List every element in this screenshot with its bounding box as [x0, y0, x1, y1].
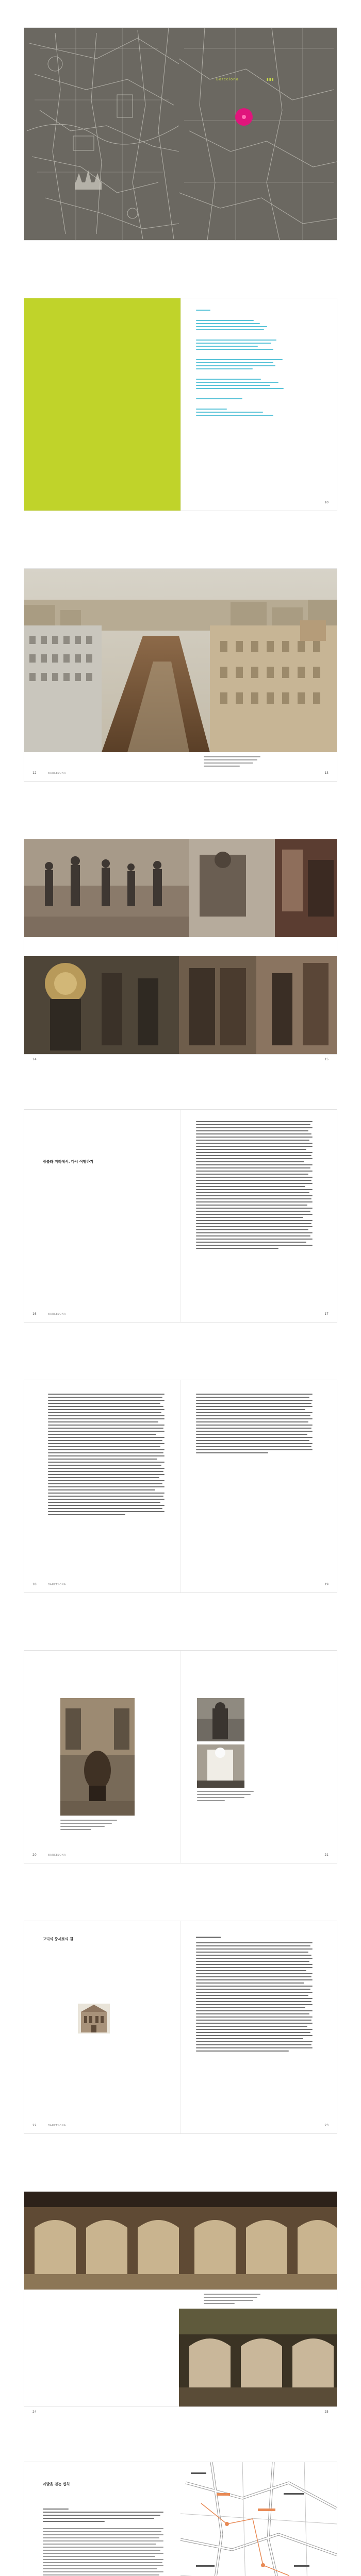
city-aerial-photo [24, 569, 337, 752]
cover-title: Barcelona [216, 77, 239, 81]
page-number-left: 18 [32, 1583, 37, 1586]
photo-right-page [180, 1651, 337, 1863]
running-head: BARCELONA [48, 2124, 66, 2127]
ramblas-text-spread [24, 1110, 337, 1322]
photo-left-page [24, 1651, 180, 1863]
page-number-left: 14 [32, 1058, 37, 1061]
raval-street-map [180, 2462, 337, 2576]
body-text-right-page [180, 1110, 337, 1322]
running-head: BARCELONA [48, 772, 66, 775]
body-text-spread [24, 1380, 337, 1592]
street-performers-spread [24, 839, 337, 1061]
gothic-chapter-spread [24, 1921, 337, 2133]
chapter-title: 라발을 걷는 법칙 [43, 2482, 70, 2486]
cover-spread [24, 28, 337, 240]
street-corner-photo [60, 1698, 135, 1816]
small-photos-spread [24, 1651, 337, 1863]
toc-list [196, 310, 299, 418]
page-number-right: 21 [324, 1853, 329, 1857]
cover-background [24, 28, 337, 240]
body-text-column [196, 1121, 313, 1251]
performer-photo-collage [24, 839, 337, 1054]
ramblas-aerial-photo [24, 569, 337, 752]
photo-caption-right [197, 1791, 259, 1803]
statue-photo [197, 1698, 244, 1741]
page-number-left: 12 [32, 771, 37, 775]
running-head: BARCELONA [48, 1583, 66, 1586]
chapter-title: 고딕의 중세로의 길 [43, 1937, 73, 1941]
cathedral-facade-photo [78, 2004, 110, 2033]
page-number-left: 24 [32, 2410, 37, 2414]
body-text-right-page [180, 1380, 337, 1592]
raval-map-spread [24, 2462, 337, 2576]
toc-left-page [24, 298, 180, 511]
body-text-right-page [180, 1921, 337, 2133]
page-number-right: 15 [324, 1058, 329, 1061]
page-number: 10 [324, 501, 329, 504]
toc-right-page [180, 298, 337, 511]
arcade-photo-collage [24, 2192, 337, 2406]
cover-pink-dot [235, 108, 253, 126]
page-number-right: 17 [324, 1312, 329, 1316]
body-text-column [43, 2509, 163, 2576]
cover-street-map-illustration [24, 28, 337, 240]
body-text-left-page [24, 1380, 180, 1592]
page-number-right: 25 [324, 2410, 329, 2414]
chapter-title: 람블라 거리에서, 다시 여행하기 [43, 1160, 93, 1164]
chapter-opening-left-page [24, 1110, 180, 1322]
aerial-photo-spread [24, 569, 337, 781]
map-right-page [180, 2462, 337, 2576]
chapter-opening-left-page [24, 2462, 180, 2576]
body-text-column [196, 1937, 313, 2054]
photo-caption [204, 2294, 266, 2306]
page-number-right: 23 [324, 2124, 329, 2127]
page-number-right: 13 [324, 771, 329, 775]
running-head: BARCELONA [48, 1313, 66, 1316]
chapter-opening-left-page [24, 1921, 180, 2133]
body-text-column-left [48, 1394, 165, 1517]
photo-caption-left [60, 1820, 122, 1832]
photo-caption [204, 756, 266, 769]
body-text-column-right [196, 1394, 313, 1455]
toc-spread [24, 298, 337, 511]
page-number-left: 16 [32, 1312, 37, 1316]
page-number-right: 19 [324, 1583, 329, 1586]
running-head: BARCELONA [48, 1854, 66, 1857]
page-number-left: 22 [32, 2124, 37, 2127]
lime-green-block [24, 298, 180, 511]
page-number-left: 20 [32, 1853, 37, 1857]
cover-subtitle-mark: ▮▮▮ [267, 77, 274, 81]
arcade-photos-spread [24, 2192, 337, 2414]
human-statue-photo [197, 1744, 244, 1788]
